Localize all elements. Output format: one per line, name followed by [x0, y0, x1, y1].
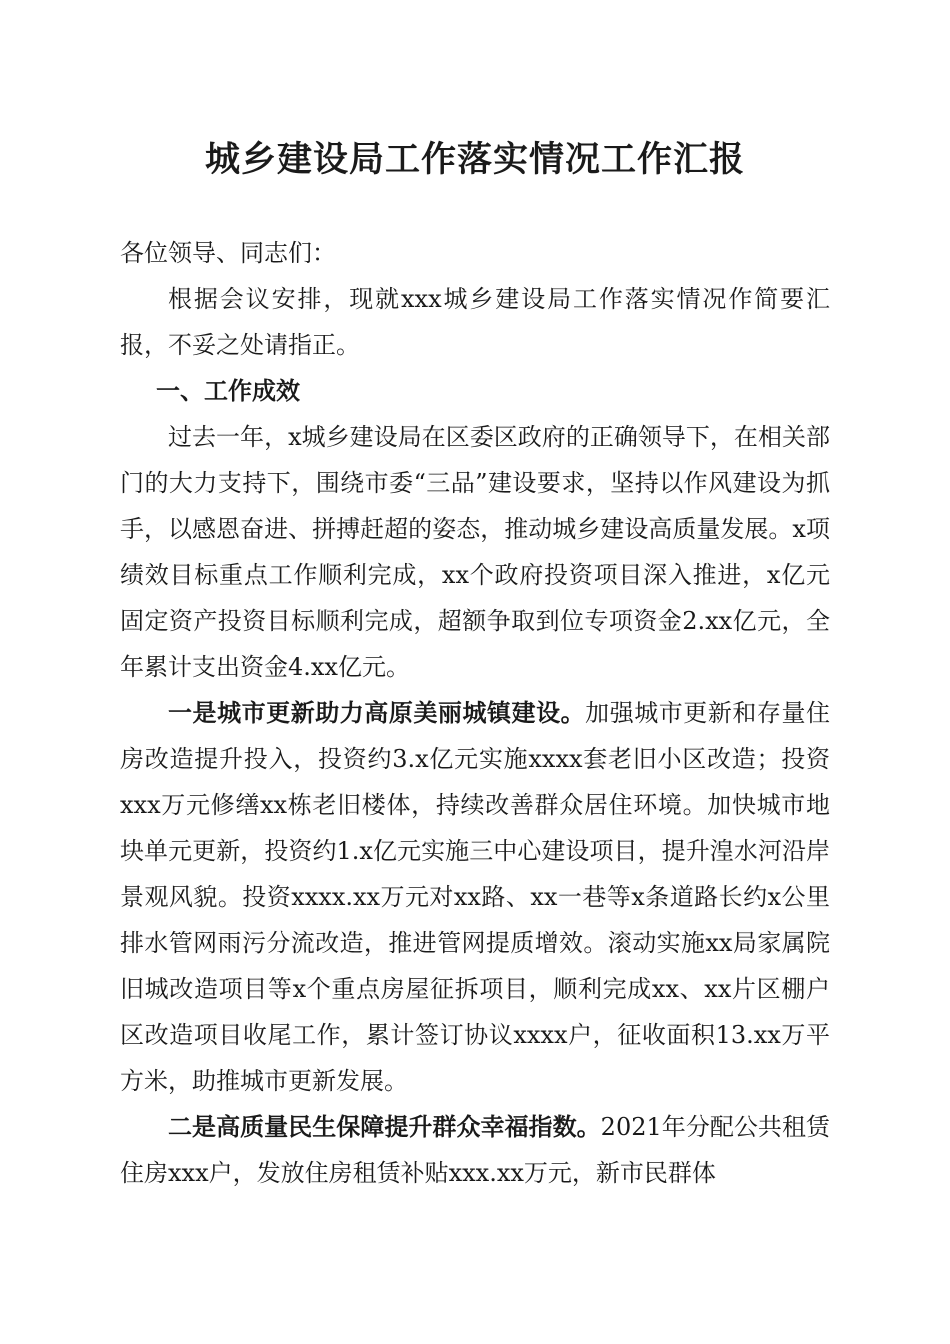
livelihood-text: 2021年分配公共租赁住房xxx户，发放住房租赁补贴xxx.xx万元，新市民群体 — [120, 1113, 831, 1187]
urban-renewal-paragraph — [120, 690, 830, 1104]
document-title: 城乡建设局工作落实情况工作汇报 — [204, 139, 745, 180]
intro-paragraph: 根据会议安排，现就xxx城乡建设局工作落实情况作简要汇报，不妥之处请指正。 — [120, 285, 830, 359]
salutation: 各位领导、同志们： — [120, 239, 336, 267]
livelihood-paragraph — [120, 1104, 830, 1196]
livelihood-lead: 二是高质量民生保障提升群众幸福指数。 — [168, 1112, 601, 1141]
urban-renewal-text: 加强城市更新和存量住房改造提升投入，投资约3.x亿元实施xxxx套老旧小区改造；投资xxx万元修缮xx栋老旧楼体，持续改善群众居住环境。加快城市地块单元更新，投资约1.x亿元实施三中心建设项目，提升湟水河沿岸景观风貌。投资xxxx.xx万元对xx路、xx一巷等x条道路长约x公里排水管网雨污分流改造，推进管网提质增效。滚动实施xx局家属院旧城改造项目等x个重点房屋征拆项目，顺利完成xx、xx片区棚户区改造项目收尾工作，累计签订协议xxxx户，征收面积13.xx万平方米，助推城市更新发展。 — [120, 699, 831, 1095]
urban-renewal-lead: 一是城市更新助力高原美丽城镇建设。 — [168, 698, 586, 727]
document-body — [120, 230, 830, 1196]
achievements-paragraph: 过去一年，x城乡建设局在区委区政府的正确领导下，在相关部门的大力支持下，围绕市委“三品”建设要求，坚持以作风建设为抓手，以感恩奋进、拼搏赶超的姿态，推动城乡建设高质量发展。x项绩效目标重点工作顺利完成，xx个政府投资项目深入推进，x亿元固定资产投资目标顺利完成，超额争取到位专项资金2.xx亿元，全年累计支出资金4.xx亿元。 — [120, 423, 830, 681]
section-heading-achievements: 一、工作成效 — [156, 377, 300, 405]
